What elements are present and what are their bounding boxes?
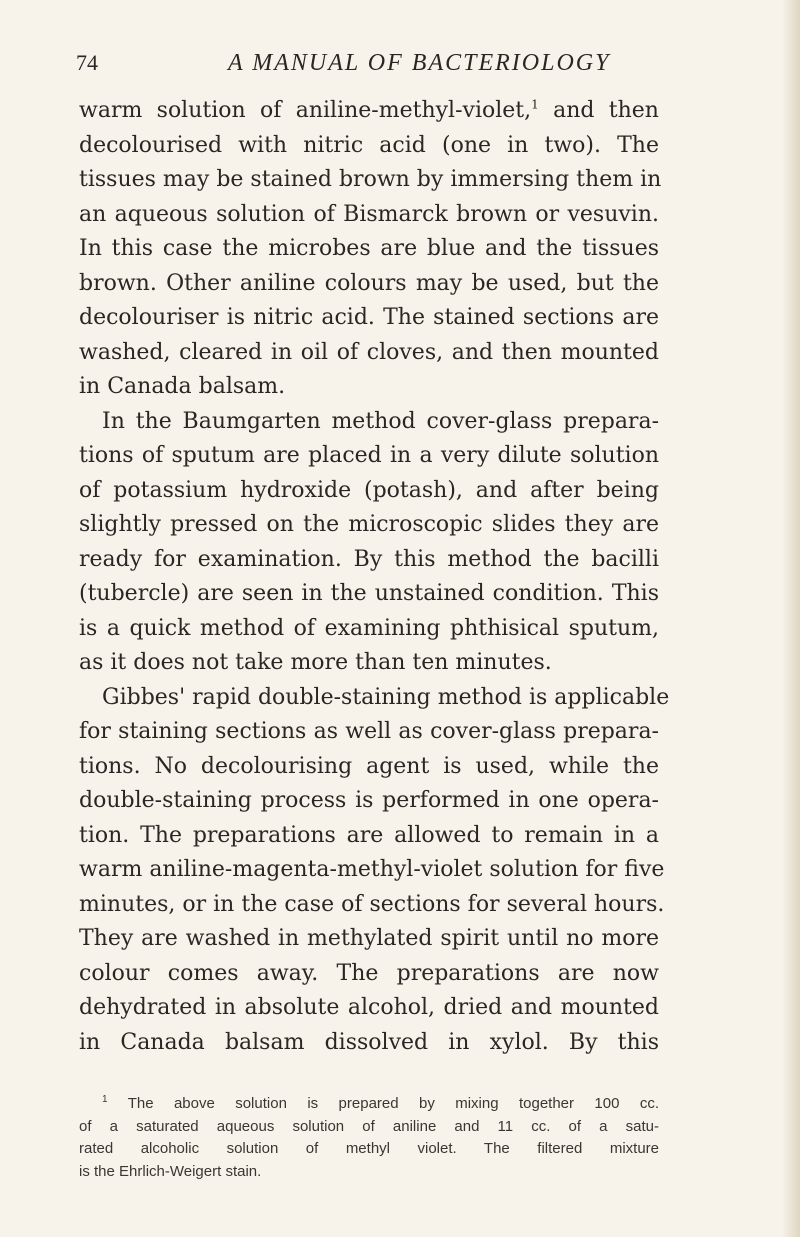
paragraph-2-line: is a quick method of examining phthisical sputum, — [79, 615, 659, 641]
paragraph-3-line: colour comes away. The preparations are now — [79, 960, 659, 986]
footnote-line: of a saturated aqueous solution of aniline and 11 cc. of a satu- — [79, 1117, 659, 1135]
paragraph-3-line: minutes, or in the case of sections for several hours. — [79, 891, 665, 917]
paragraph-3-line: for staining sections as well as cover-glass prepara- — [79, 719, 659, 744]
paragraph-2-line: as it does not take more than ten minutes. — [79, 650, 552, 675]
paragraph-2-line: of potassium hydroxide (potash), and after being — [79, 477, 659, 503]
paragraph-3-line: Gibbes' rapid double-staining method is applicable — [102, 684, 670, 710]
paragraph-2-line: (tubercle) are seen in the unstained condition. This — [79, 581, 659, 606]
paragraph-2-line: tions of sputum are placed in a very dilute solution — [79, 443, 659, 468]
paragraph-3-line: tion. The preparations are allowed to remain in a — [79, 822, 659, 848]
footnote-line: is the Ehrlich-Weigert stain. — [79, 1162, 262, 1180]
paragraph-3-line: dehydrated in absolute alcohol, dried and mounted — [79, 995, 659, 1020]
paragraph-3-line: double-staining process is performed in one opera- — [79, 788, 659, 813]
paragraph-2-line: slightly pressed on the microscopic slides they are — [79, 512, 659, 537]
paragraph-3-line: warm aniline-magenta-methyl-violet solution for five — [79, 857, 665, 882]
footnote-line: $^1$ The above solution is prepared by mixing together 100 cc. — [102, 1094, 659, 1112]
paragraph-1-line: washed, cleared in oil of cloves, and then mounted — [79, 339, 659, 365]
page-header — [76, 50, 656, 84]
running-title: A MANUAL OF BACTERIOLOGY — [228, 50, 611, 76]
paragraph-1-line: an aqueous solution of Bismarck brown or vesuvin. — [79, 201, 659, 227]
paragraph-1-line-1: warm solution of aniline-methyl-violet,$^1$ and then — [79, 97, 659, 123]
paragraph-3-line: in Canada balsam dissolved in xylol. By this — [79, 1029, 659, 1055]
paragraph-2-line: ready for examination. By this method the bacilli — [79, 546, 659, 572]
paragraph-1-line: tissues may be stained brown by immersing them in — [79, 167, 662, 192]
paragraph-1-line: In this case the microbes are blue and the tissues — [79, 236, 659, 261]
footnote-line: rated alcoholic solution of methyl violet. The filtered mixture — [79, 1140, 659, 1157]
page-number: 74 — [76, 50, 98, 75]
paragraph-1-line: decolouriser is nitric acid. The stained sections are — [79, 305, 659, 330]
paragraph-3-line: They are washed in methylated spirit until no more — [79, 926, 659, 951]
paragraph-3-line: tions. No decolourising agent is used, while the — [79, 753, 659, 779]
paragraph-1-line: brown. Other aniline colours may be used, but the — [79, 270, 659, 296]
page-edge-shadow — [782, 0, 800, 1237]
paragraph-1-line: decolourised with nitric acid (one in two). The — [79, 132, 659, 158]
footnote — [79, 1093, 659, 1183]
body-text — [79, 94, 670, 1060]
footnote-reference: 1 — [531, 97, 539, 112]
footnote-marker: 1 — [102, 1094, 108, 1105]
paragraph-2-line: In the Baumgarten method cover-glass prepara- — [102, 408, 659, 434]
paragraph-1-line: in Canada balsam. — [79, 374, 286, 399]
